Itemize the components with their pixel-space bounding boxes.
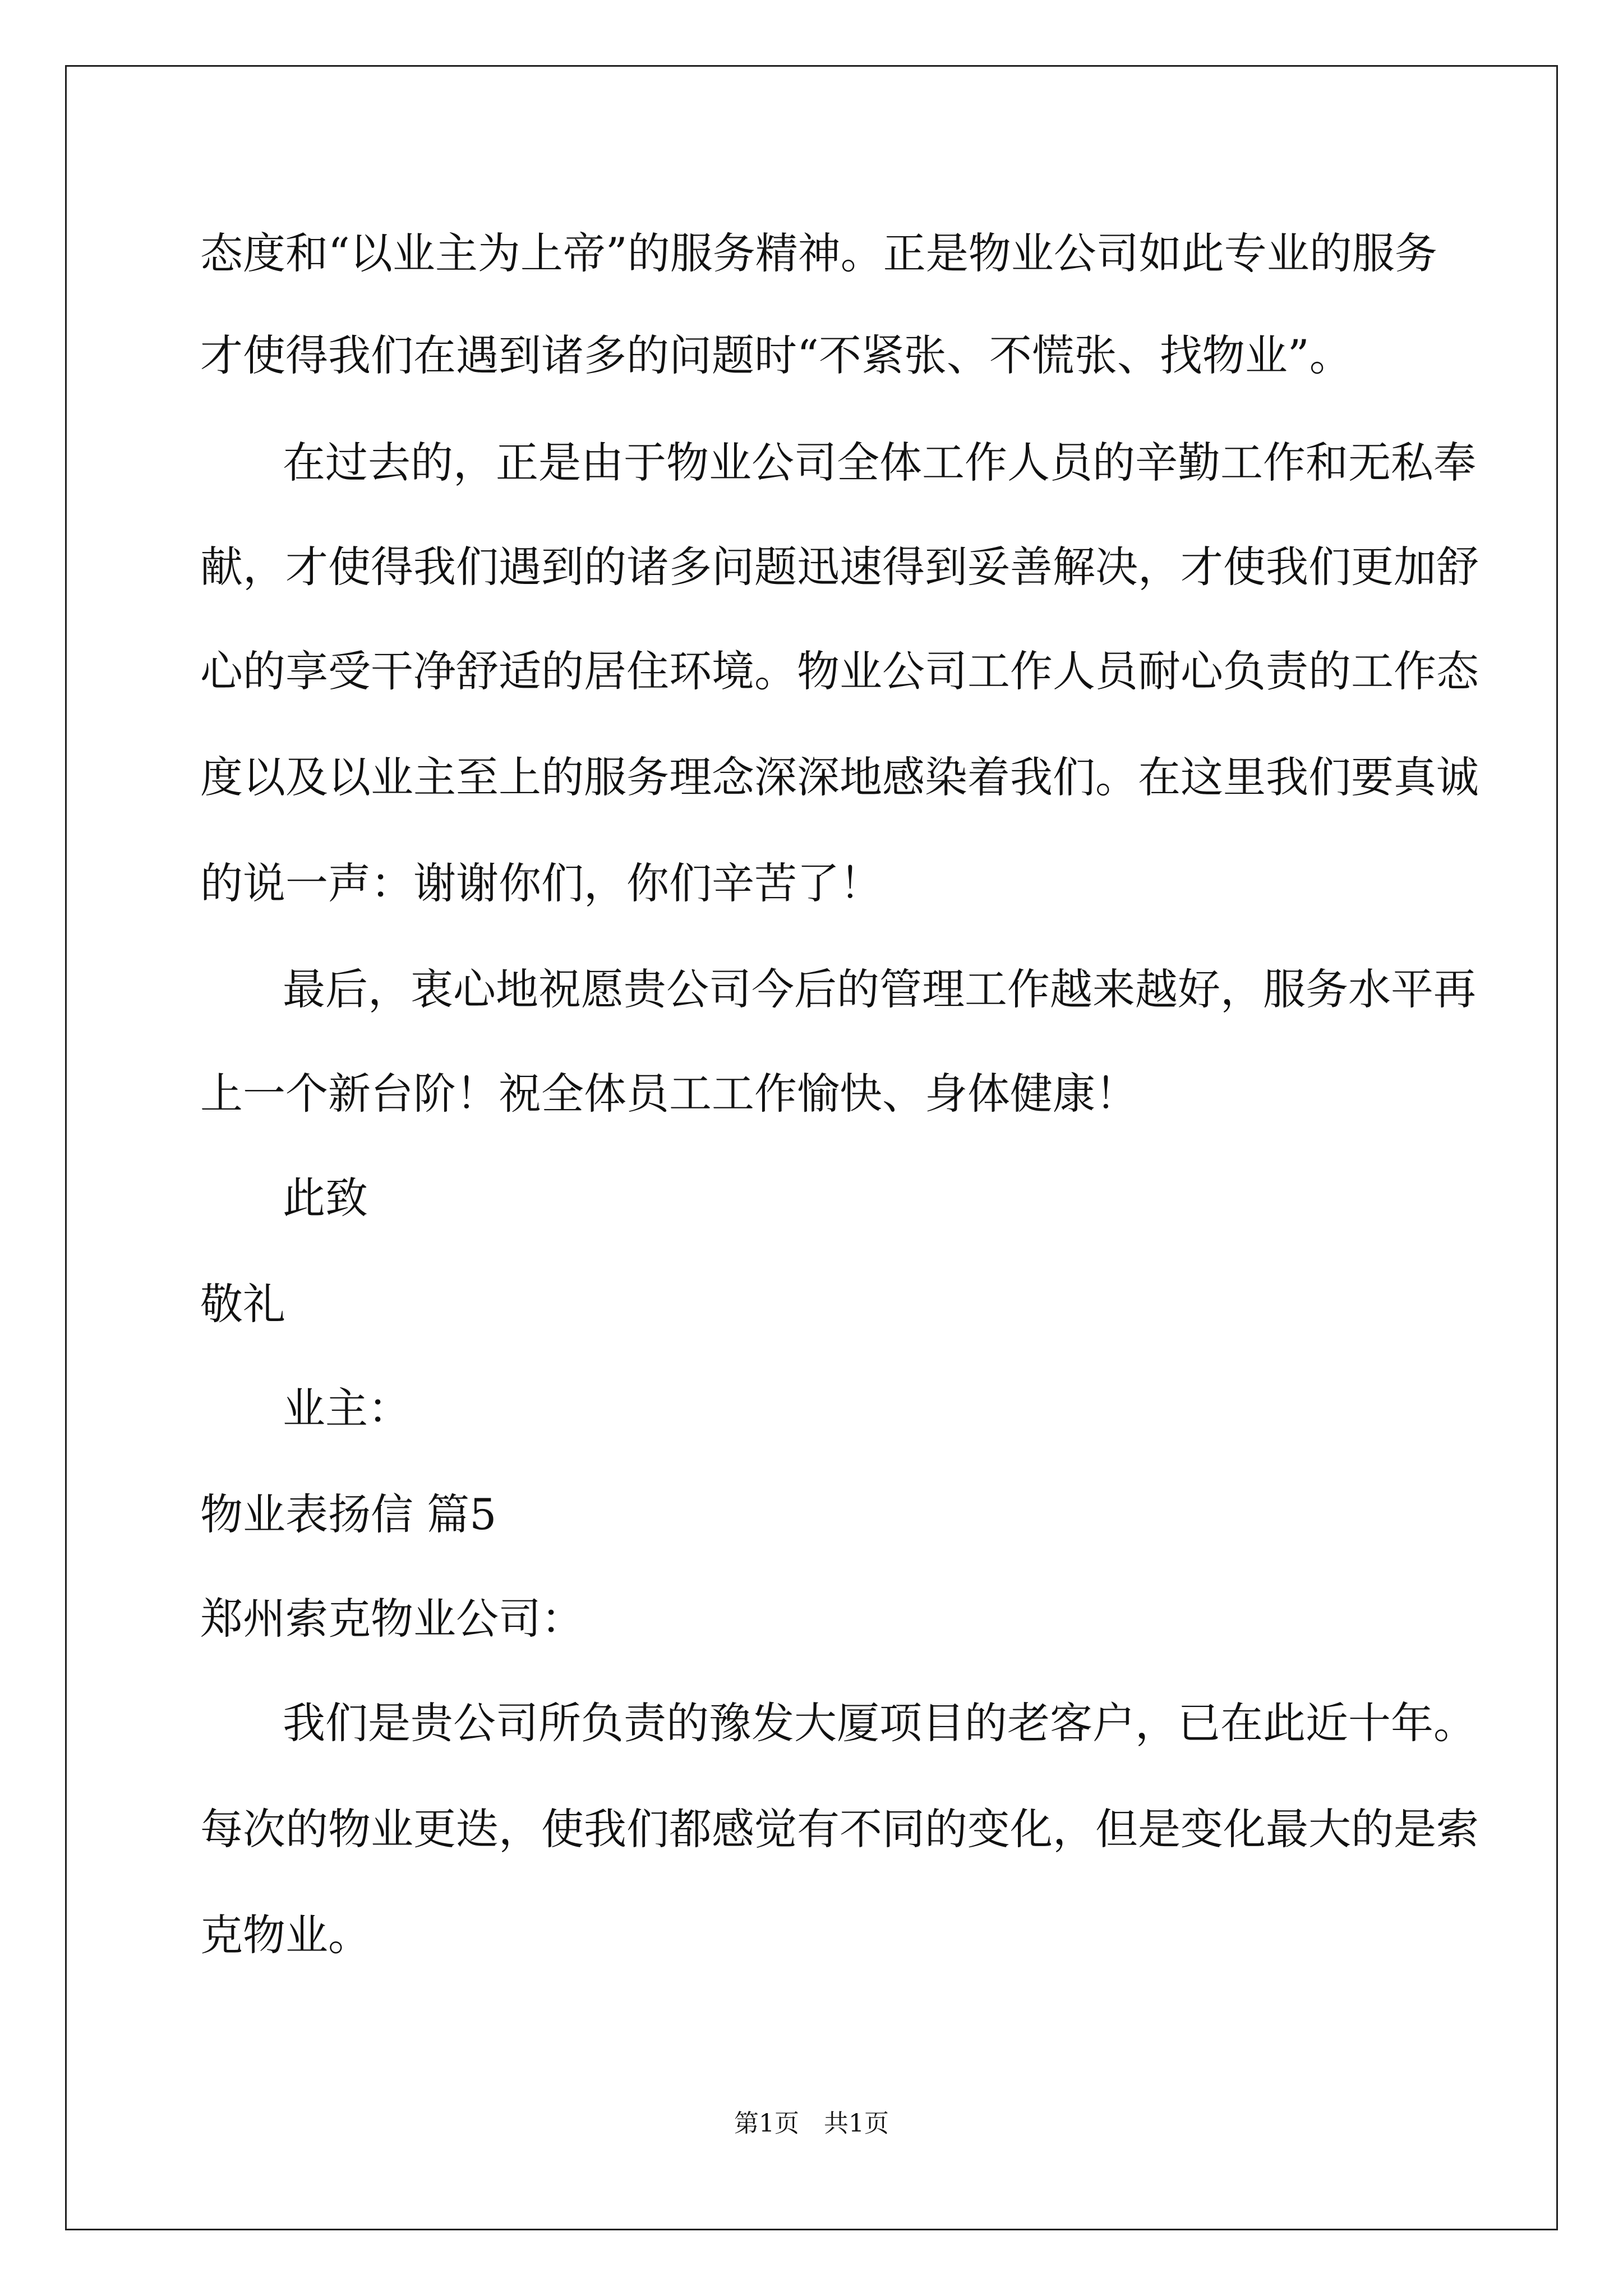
- body-line-7: 的说一声：谢谢你们，你们辛苦了！: [200, 858, 882, 908]
- body-line-5: 心的享受干净舒适的居住环境。物业公司工作人员耐心负责的工作态: [200, 646, 1479, 696]
- body-line-4: 献，才使得我们遇到的诸多问题迅速得到妥善解决，才使我们更加舒: [200, 542, 1479, 592]
- signature-owner: 业主：: [283, 1383, 411, 1433]
- body-line-12: 克物业。: [200, 1910, 371, 1960]
- page-number-footer: 第1页 共1页: [734, 2109, 889, 2138]
- body-line-6: 度以及以业主至上的服务理念深深地感染着我们。在这里我们要真诚: [200, 752, 1479, 802]
- body-line-8: 最后，衷心地祝愿贵公司今后的管理工作越来越好，服务水平再: [283, 964, 1476, 1014]
- body-line-11: 每次的物业更迭，使我们都感觉有不同的变化，但是变化最大的是索: [200, 1804, 1479, 1854]
- closing-salutation: 此致: [283, 1173, 368, 1223]
- closing-regards: 敬礼: [200, 1279, 285, 1329]
- body-line-1: 态度和“以业主为上帝”的服务精神。正是物业公司如此专业的服务: [200, 228, 1437, 278]
- page-border: [65, 65, 1558, 2230]
- body-line-9: 上一个新台阶！祝全体员工工作愉快、身体健康！: [200, 1069, 1138, 1119]
- recipient-line: 郑州索克物业公司：: [200, 1594, 584, 1644]
- body-line-3: 在过去的，正是由于物业公司全体工作人员的辛勤工作和无私奉: [283, 438, 1476, 487]
- body-line-10: 我们是贵公司所负责的豫发大厦项目的老客户，已在此近十年。: [283, 1698, 1476, 1748]
- body-line-2: 才使得我们在遇到诸多的问题时“不紧张、不慌张、找物业”。: [200, 330, 1352, 380]
- section-heading: 物业表扬信 篇5: [200, 1489, 497, 1539]
